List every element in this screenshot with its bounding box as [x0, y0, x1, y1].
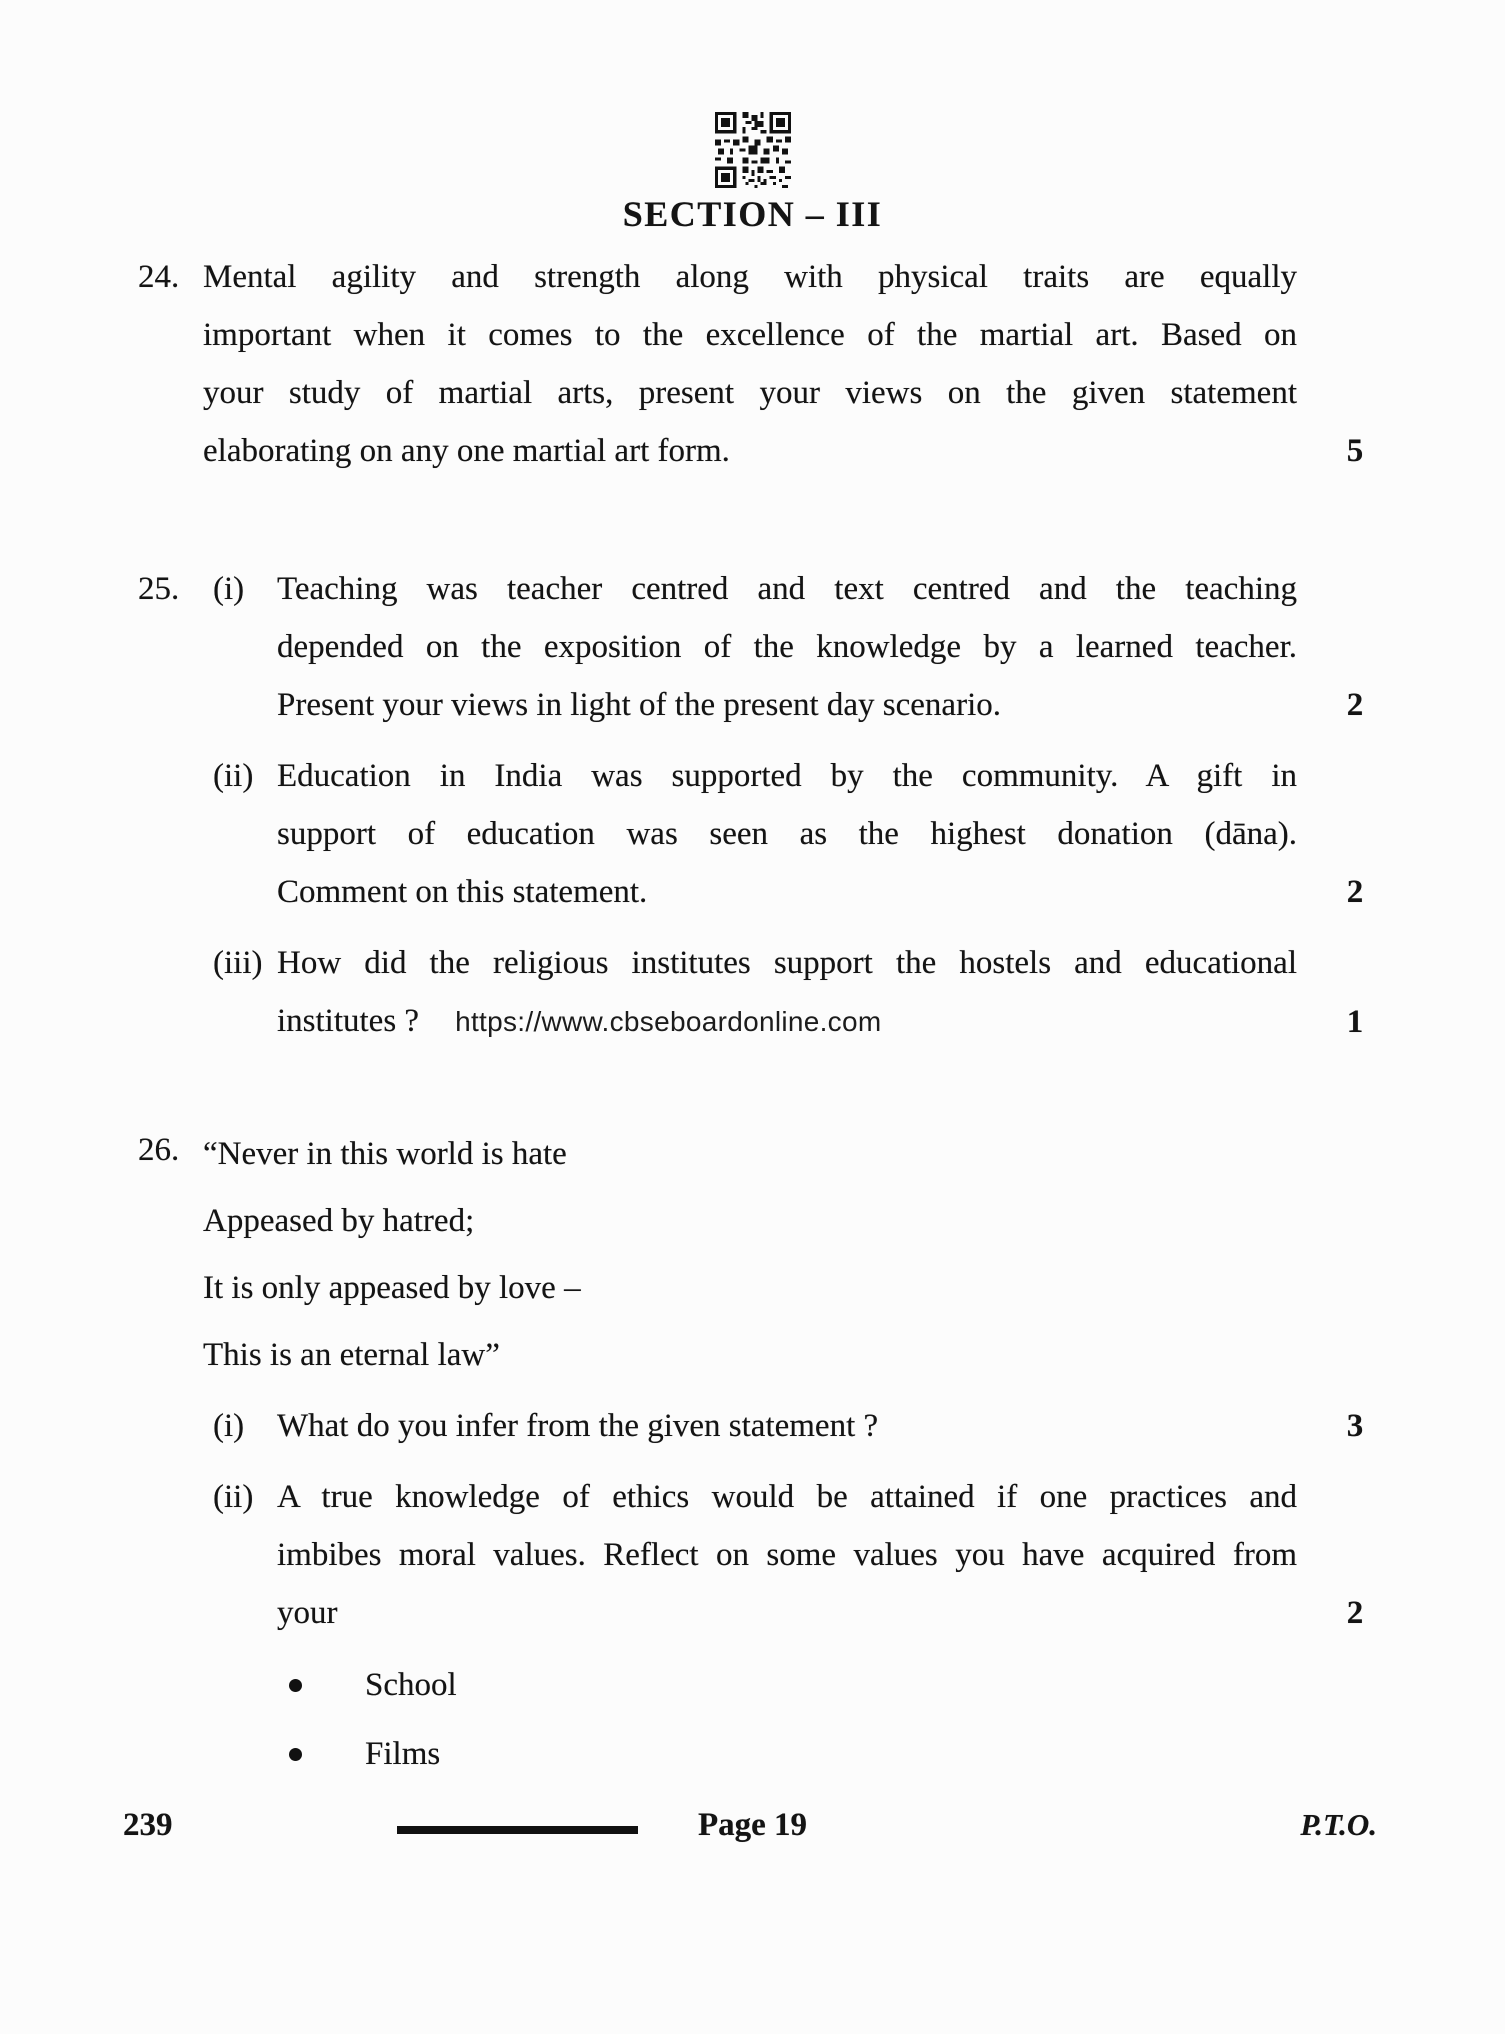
bullet-item-films — [289, 1725, 1505, 1783]
question-number: 26. — [138, 1132, 180, 1168]
quote-line: “Never in this world is hate — [203, 1136, 567, 1172]
quote-line: It is only appeased by love – — [203, 1270, 581, 1306]
quote-line: Appeased by hatred; — [203, 1203, 475, 1239]
text-fragment: institutes ? — [277, 1003, 420, 1039]
text-line: What do you infer from the given statement ? — [277, 1408, 879, 1444]
bullet-list — [0, 1656, 1505, 1783]
quote-block — [203, 1121, 1505, 1389]
question-25-part-i — [0, 560, 1505, 734]
question-25-part-ii — [0, 747, 1505, 921]
text-line: A true knowledge of ethics would be attained if one practices and — [277, 1479, 1297, 1515]
bullet-label: School — [365, 1667, 457, 1703]
pto-label: P.T.O. — [1300, 1807, 1377, 1842]
question-number: 24. — [138, 259, 180, 295]
question-number: 25. — [138, 571, 180, 607]
question-26-part-ii — [0, 1468, 1505, 1642]
marks-value: 2 — [1346, 1595, 1364, 1631]
question-text — [203, 248, 1297, 480]
part-label: (i) — [213, 1408, 245, 1444]
footer-divider — [397, 1826, 638, 1834]
bullet-label: Films — [365, 1736, 441, 1772]
part-text — [277, 1397, 1297, 1455]
text-line: Present your views in light of the present day scenario. — [277, 687, 1001, 723]
marks-value: 5 — [1346, 433, 1364, 469]
question-26 — [0, 1121, 1505, 1783]
question-25-part-iii — [0, 934, 1505, 1051]
marks-value: 2 — [1346, 874, 1364, 910]
part-text — [277, 560, 1297, 734]
question-25 — [0, 560, 1505, 1051]
text-line: Mental agility and strength along with physical traits are equally — [203, 259, 1297, 295]
bullet-item-school — [289, 1656, 1505, 1714]
text-line: Education in India was supported by the community. A gift in — [277, 758, 1297, 794]
text-line: Comment on this statement. — [277, 874, 648, 910]
question-24 — [0, 248, 1505, 480]
marks-value: 1 — [1346, 1004, 1364, 1040]
text-line: How did the religious institutes support the hostels and educational — [277, 945, 1297, 981]
part-label: (ii) — [213, 758, 254, 794]
text-line — [277, 992, 1297, 1051]
part-text — [277, 1468, 1297, 1642]
text-line: elaborating on any one martial art form. — [203, 433, 730, 469]
marks-value: 2 — [1346, 687, 1364, 723]
watermark-url: https://www.cbseboardonline.com — [455, 1006, 882, 1037]
qr-code-icon — [715, 112, 791, 188]
part-label: (iii) — [213, 945, 263, 981]
marks-value: 3 — [1346, 1408, 1364, 1444]
page-footer — [0, 1800, 1505, 1860]
bullet-icon — [289, 1679, 302, 1692]
bullet-icon — [289, 1748, 302, 1761]
part-text — [277, 934, 1297, 1051]
qr-code-container — [0, 0, 1505, 190]
quote-line: This is an eternal law” — [203, 1337, 500, 1373]
text-line: imbibes moral values. Reflect on some values you have acquired from — [277, 1537, 1297, 1573]
part-label: (ii) — [213, 1479, 254, 1515]
text-line: your study of martial arts, present your views on the given statement — [203, 375, 1297, 411]
paper-code: 239 — [123, 1807, 173, 1843]
text-line: depended on the exposition of the knowledge by a learned teacher. — [277, 629, 1297, 665]
part-text — [277, 747, 1297, 921]
part-label: (i) — [213, 571, 245, 607]
section-title: SECTION – III — [622, 194, 883, 234]
question-26-part-i — [0, 1397, 1505, 1455]
text-line: support of education was seen as the highest donation (dāna). — [277, 816, 1297, 852]
text-line: your — [277, 1595, 338, 1631]
text-line: Teaching was teacher centred and text centred and the teaching — [277, 571, 1297, 607]
page-number: Page 19 — [697, 1807, 808, 1843]
text-line: important when it comes to the excellence of the martial art. Based on — [203, 317, 1297, 353]
